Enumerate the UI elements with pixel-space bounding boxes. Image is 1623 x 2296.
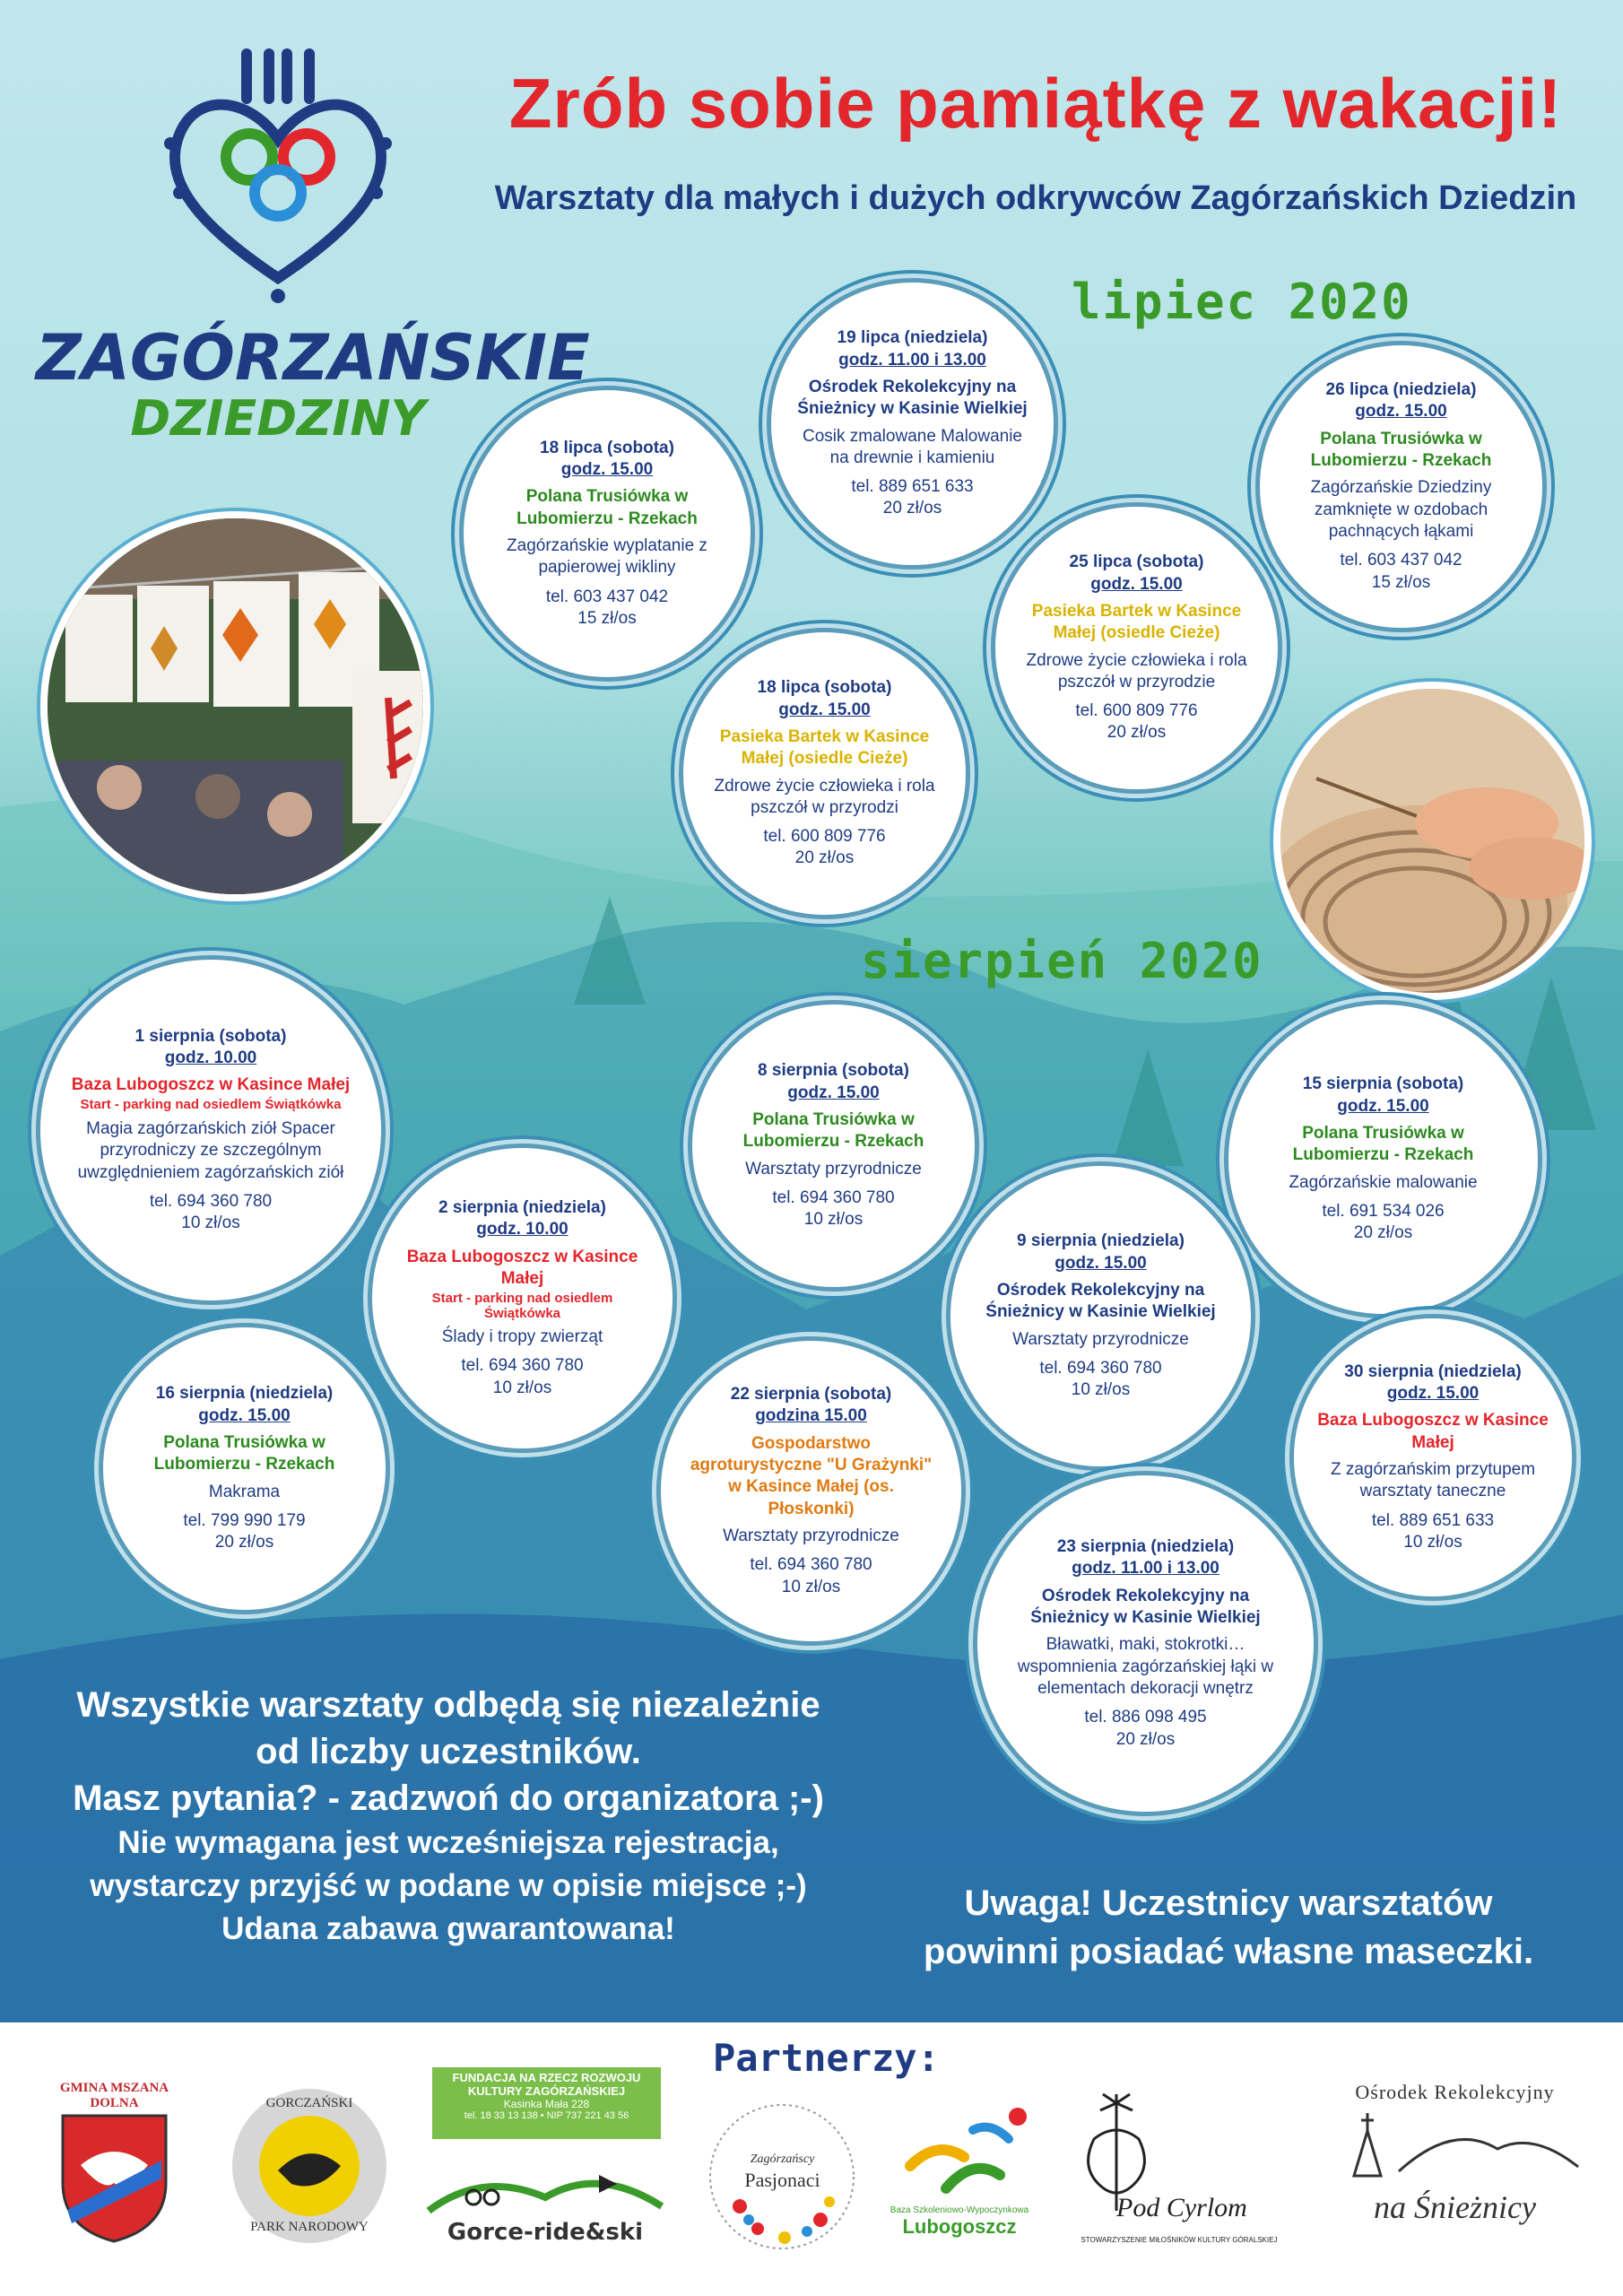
brand-name-line1: ZAGÓRZAŃSKIE	[36, 321, 590, 395]
bags-photo-image	[48, 518, 430, 901]
event-time: godz. 15.00	[560, 460, 654, 480]
event-place: Pasieka Bartek w Kasince Małej (osiedle Cieże)	[719, 726, 930, 769]
event-date: 9 sierpnia (niedziela)	[1017, 1231, 1185, 1251]
notice-line: powinni posiadać własne maseczki.	[923, 1932, 1534, 1971]
workshop-photo-weaving	[1273, 682, 1592, 1000]
chapel-mountain-icon	[1318, 2104, 1592, 2185]
event-description: Zdrowe życie człowieka i rola pszczół w przyrodzi	[714, 776, 935, 817]
event-description: Zagórzańskie wyplatanie z papierowej wikliny	[507, 536, 707, 578]
event-date: 1 sierpnia (sobota)	[135, 1026, 287, 1046]
lubogoszcz-name: Lubogoszcz	[902, 2215, 1017, 2238]
notice-line: Udana zabawa gwarantowana!	[221, 1911, 675, 1946]
event-phone: tel. 889 651 633	[1371, 1510, 1495, 1530]
event-description: Bławatki, maki, stokrotki… wspomnienia zagórzańskiej łąki w elementach dekoracji wnętrz	[1017, 1635, 1274, 1698]
event-phone: tel. 603 437 042	[1340, 551, 1462, 570]
notice-line: wystarczy przyjść w podane w opisie miejsce ;-)	[90, 1868, 807, 1903]
gmina-logo	[49, 2081, 179, 2260]
fundacja-line: Kasinka Mała 228	[503, 2098, 590, 2110]
event-date: 23 sierpnia (niedziela)	[1056, 1537, 1235, 1557]
event-description: Zdrowe życie człowieka i rola pszczół w przyrodzie	[1026, 650, 1247, 691]
event-time: godzina 15.00	[755, 1406, 867, 1426]
event-phone: tel. 600 809 776	[1075, 701, 1198, 721]
event-phone: tel. 694 360 780	[149, 1191, 273, 1211]
event-date: 30 sierpnia (niedziela)	[1344, 1361, 1522, 1381]
workshop-photo-bags	[40, 511, 430, 901]
event-description: Cosik zmalowane Malowanie na drewnie i kamieniu	[803, 426, 1022, 467]
heart-ornament-icon	[143, 36, 412, 305]
event-date: 26 lipca (niedziela)	[1325, 380, 1477, 400]
event-price: 20 zł/os	[882, 499, 942, 518]
partners-heading: Partnerzy:	[713, 2036, 940, 2080]
event-time: godz. 10.00	[164, 1048, 257, 1067]
event-date: 2 sierpnia (niedziela)	[438, 1197, 606, 1217]
event-card	[679, 628, 970, 919]
event-place-detail: Start - parking nad osiedlem Świątkówka	[80, 1097, 342, 1113]
event-place: Pasieka Bartek w Kasince Małej (osiedle Cieże)	[1031, 601, 1242, 643]
brand-logo	[36, 36, 590, 448]
event-date: 18 lipca (sobota)	[540, 438, 674, 457]
notice-line: od liczby uczestników.	[256, 1732, 641, 1771]
fundacja-line: tel. 18 33 13 138 • NIP 737 221 43 56	[464, 2110, 629, 2121]
gorce-ride-ski-logo	[420, 2161, 671, 2251]
event-place: Polana Trusiówka w Lubomierzu - Rzekach	[153, 1433, 335, 1474]
event-card	[368, 1144, 677, 1453]
gorczanski-park-logo	[229, 2085, 390, 2247]
event-phone: tel. 694 360 780	[750, 1555, 872, 1575]
event-date: 19 lipca (niedziela)	[837, 328, 988, 348]
event-place: Ośrodek Rekolekcyjny na Śnieżnicy w Kasinie Wielkiej	[797, 377, 1028, 419]
notice-line: Uwaga! Uczestnicy warsztatów	[964, 1883, 1493, 1923]
osrodek-name-top: Ośrodek Rekolekcyjny	[1355, 2081, 1555, 2103]
month-heading-july: lipiec 2020	[1072, 274, 1412, 330]
event-time: godz. 15.00	[1090, 574, 1183, 594]
event-phone: tel. 603 437 042	[545, 587, 669, 606]
lubogoszcz-subtitle: Baza Szkoleniowo-Wypoczynkowa	[890, 2205, 1029, 2215]
event-time: godz. 10.00	[476, 1220, 568, 1239]
event-time: godz. 15.00	[1386, 1384, 1480, 1404]
notice-line: Masz pytania? - zadzwoń do organizatora ;-)	[73, 1779, 824, 1818]
event-time: godz. 15.00	[778, 700, 871, 719]
event-price: 20 zł/os	[1107, 723, 1167, 743]
event-place: Gospodarstwo agroturystyczne "U Grażynki" w Kasince Małej (os. Płoskonki)	[690, 1433, 933, 1518]
fundacja-line: FUNDACJA NA RZECZ ROZWOJU	[452, 2071, 641, 2084]
info-notice	[36, 1682, 861, 1951]
event-card	[1255, 341, 1547, 632]
mask-notice	[879, 1879, 1578, 1976]
event-card	[36, 955, 386, 1305]
weaving-photo-image	[1280, 689, 1592, 1000]
event-place: Baza Lubogoszcz w Kasince Małej	[406, 1247, 638, 1288]
event-description: Ślady i tropy zwierząt	[441, 1327, 603, 1347]
event-time: godz. 15.00	[198, 1405, 291, 1425]
event-card	[459, 386, 755, 682]
event-description: Zagórzańskie malowanie	[1289, 1172, 1478, 1192]
event-date: 25 lipca (sobota)	[1069, 552, 1204, 572]
event-phone: tel. 694 360 780	[1039, 1358, 1162, 1378]
event-description: Magia zagórzańskich ziół Spacer przyrodniczy ze szczególnym uwzględnieniem zagórzańskich ziół	[77, 1118, 344, 1182]
event-phone: tel. 889 651 633	[851, 477, 974, 497]
event-place: Polana Trusiówka w Lubomierzu - Rzekach	[516, 487, 698, 528]
event-date: 16 sierpnia (niedziela)	[155, 1384, 334, 1404]
event-time: godz. 15.00	[1355, 402, 1447, 422]
event-price: 15 zł/os	[1371, 572, 1431, 592]
fundacja-line: KULTURY ZAGÓRZAŃSKIEJ	[467, 2084, 626, 2098]
event-description: Warsztaty przyrodnicze	[723, 1526, 899, 1545]
event-place: Polana Trusiówka w Lubomierzu - Rzekach	[742, 1110, 924, 1152]
event-phone: tel. 694 360 780	[461, 1356, 584, 1376]
event-price: 10 zł/os	[1071, 1380, 1131, 1400]
event-card	[656, 1336, 966, 1646]
event-price: 10 zł/os	[181, 1213, 240, 1233]
event-description: Z zagórzańskim przytupem warsztaty taneczne	[1330, 1460, 1536, 1501]
notice-line: Nie wymagana jest wcześniejsza rejestracja,	[117, 1825, 779, 1860]
event-date: 22 sierpnia (sobota)	[730, 1385, 892, 1405]
event-price: 10 zł/os	[803, 1210, 864, 1230]
event-price: 10 zł/os	[492, 1378, 552, 1397]
event-description: Makrama	[208, 1482, 281, 1501]
event-price: 15 zł/os	[577, 608, 637, 628]
event-place: Polana Trusiówka w Lubomierzu - Rzekach	[1292, 1124, 1474, 1165]
runner-icon	[883, 2103, 1036, 2202]
event-phone: tel. 600 809 776	[763, 827, 886, 847]
event-phone: tel. 799 990 179	[183, 1510, 306, 1530]
notice-line: Wszystkie warsztaty odbędą się niezależnie	[76, 1685, 820, 1725]
event-card	[688, 1000, 979, 1292]
gmina-name: GMINA MSZANA DOLNA	[59, 2081, 169, 2110]
event-description: Warsztaty przyrodnicze	[745, 1159, 922, 1178]
event-price: 20 zł/os	[1353, 1223, 1413, 1243]
event-price: 20 zł/os	[214, 1533, 274, 1552]
gorce-name: Gorce-ride&ski	[447, 2219, 644, 2246]
event-card	[991, 502, 1282, 794]
event-place: Ośrodek Rekolekcyjny na Śnieżnicy w Kasinie Wielkiej	[985, 1281, 1216, 1322]
event-price: 10 zł/os	[781, 1577, 841, 1596]
event-card	[946, 1161, 1255, 1471]
event-time: godz. 15.00	[1337, 1096, 1429, 1116]
event-date: 18 lipca (sobota)	[757, 678, 892, 698]
event-date: 8 sierpnia (sobota)	[758, 1061, 909, 1081]
event-card	[99, 1323, 390, 1614]
fundacja-logo	[432, 2067, 661, 2139]
pod-cyrlom-subtitle: STOWARZYSZENIE MIŁOŚNIKÓW KULTURY GÓRALSKIEJ	[1081, 2236, 1278, 2244]
osrodek-name-bottom: na Śnieżnicy	[1374, 2189, 1536, 2225]
park-name-top: GORCZAŃSKI	[265, 2096, 353, 2110]
event-card	[767, 278, 1058, 570]
event-time: godz. 15.00	[1055, 1253, 1147, 1273]
event-time: godz. 11.00 i 13.00	[1072, 1559, 1219, 1578]
partners-footer	[0, 2022, 1623, 2296]
event-price: 20 zł/os	[794, 848, 855, 868]
event-phone: tel. 691 534 026	[1322, 1201, 1445, 1221]
event-card	[1224, 1000, 1542, 1318]
event-place: Baza Lubogoszcz w Kasince Małej	[1317, 1411, 1549, 1452]
event-price: 20 zł/os	[1115, 1729, 1176, 1749]
pasjonaci-line: Zagórzańscy	[750, 2152, 815, 2166]
park-name-bottom: PARK NARODOWY	[250, 2220, 369, 2234]
coat-of-arms-icon	[49, 2111, 179, 2246]
brand-name-line2: DZIEDZINY	[130, 390, 426, 447]
event-time: godz. 11.00 i 13.00	[838, 350, 986, 370]
page-subtitle: Warsztaty dla małych i dużych odkrywców Zagórzańskich Dziedzin	[494, 179, 1577, 217]
event-description: Zagórzańskie Dziedziny zamknięte w ozdobach pachnących łąkami	[1310, 478, 1492, 541]
page-title: Zrób sobie pamiątkę z wakacji!	[508, 64, 1563, 143]
osrodek-logo	[1318, 2081, 1592, 2260]
event-card	[1289, 1314, 1576, 1601]
month-heading-august: sierpień 2020	[861, 933, 1263, 989]
event-place: Polana Trusiówka w Lubomierzu - Rzekach	[1310, 429, 1492, 471]
event-price: 10 zł/os	[1403, 1532, 1462, 1552]
event-place: Baza Lubogoszcz w Kasince Małej	[71, 1075, 351, 1095]
event-date: 15 sierpnia (sobota)	[1302, 1074, 1464, 1094]
mountain-bike-icon	[420, 2161, 671, 2215]
lubogoszcz-logo	[883, 2103, 1036, 2256]
event-phone: tel. 886 098 495	[1084, 1708, 1207, 1727]
pod-cyrlom-logo	[1063, 2085, 1287, 2265]
pasjonaci-line: Pasjonaci	[744, 2169, 820, 2191]
pod-cyrlom-name: Pod Cyrlom	[1116, 2193, 1247, 2222]
event-place-detail: Start - parking nad osiedlem Świątkówka	[431, 1291, 613, 1321]
event-phone: tel. 694 360 780	[772, 1187, 895, 1207]
event-place: Ośrodek Rekolekcyjny na Śnieżnicy w Kasinie Wielkiej	[1030, 1586, 1261, 1628]
event-card	[973, 1471, 1318, 1816]
event-time: godz. 15.00	[787, 1083, 880, 1102]
pasjonaci-logo	[704, 2099, 861, 2256]
event-description: Warsztaty przyrodnicze	[1012, 1329, 1189, 1349]
